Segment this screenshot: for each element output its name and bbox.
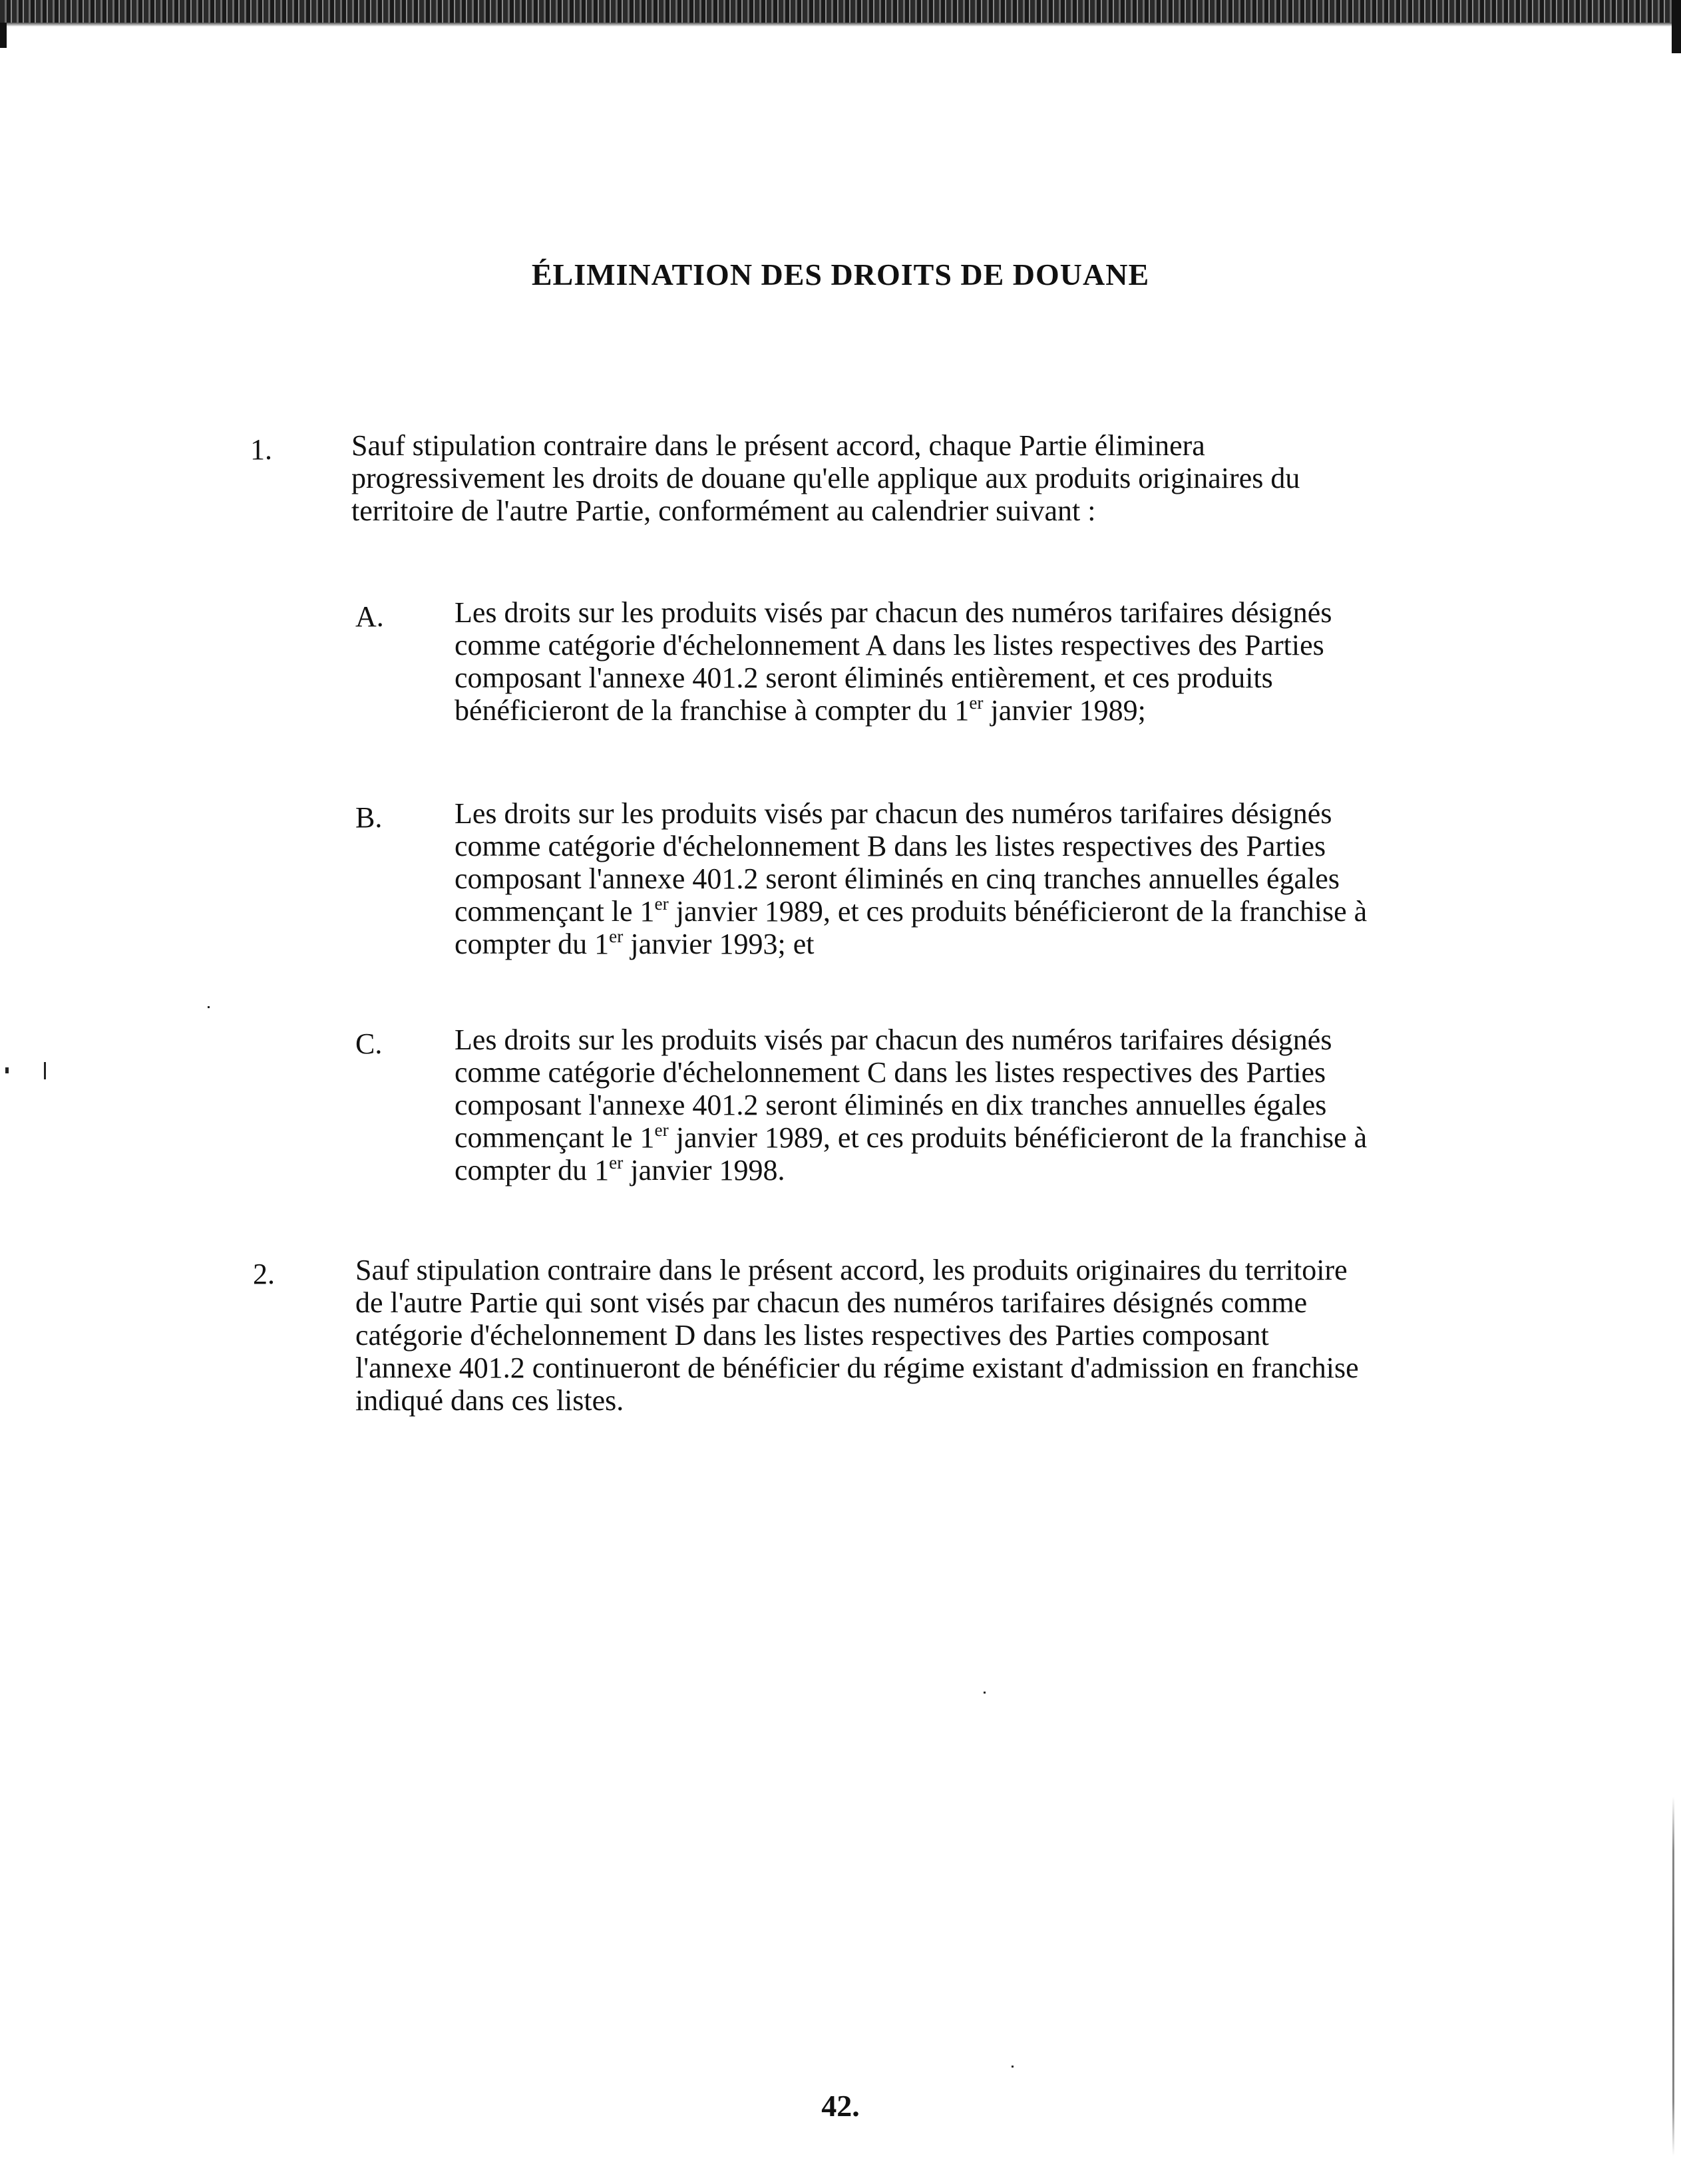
subitem-text-part: Les droits sur les produits visés par chacun des numéros tarifaires désignés comme catégorie d'échelonnement B dans les listes respectives des Parties composant l'annexe 401.2 seront éliminés en cinq tranches annuelles égales commençant le 1 xyxy=(455,797,1340,928)
subitem-text-part: janvier 1989, et ces produits bénéficieront de la franchise à compter du 1 xyxy=(455,895,1368,960)
scan-speck xyxy=(984,1692,986,1694)
superscript: er xyxy=(969,693,984,713)
superscript: er xyxy=(654,1120,669,1141)
subitem-text-part: janvier 1993; et xyxy=(623,928,815,960)
scan-top-border xyxy=(0,0,1681,23)
subitem-text-part: Les droits sur les produits visés par chacun des numéros tarifaires désignés comme catégorie d'échelonnement C dans les listes respectives des Parties composant l'annexe 401.2 seront éliminés en dix tranches annuelles égales commençant le 1 xyxy=(455,1023,1332,1154)
scan-speck xyxy=(5,1067,9,1073)
subitem-text xyxy=(455,797,1386,960)
subitem-letter: B. xyxy=(355,801,383,834)
subitem-letter: A. xyxy=(355,600,384,633)
page-number: 42. xyxy=(821,2089,860,2123)
document-title: ÉLIMINATION DES DROITS DE DOUANE xyxy=(531,258,1150,291)
item-number: 2. xyxy=(253,1258,275,1290)
item-number: 1. xyxy=(250,433,272,466)
subitem-text xyxy=(455,1023,1386,1186)
item-text: Sauf stipulation contraire dans le présent accord, les produits originaires du territoire de l'autre Partie qui sont visés par chacun des numéros tarifaires désignés comme catégorie d'échelonnement D dans les listes respectives des Parties composant l'annexe 401.2 continueront de bénéficier du régime existant d'admission en franchise indiqué dans ces listes. xyxy=(355,1254,1359,1417)
scan-speck xyxy=(208,1006,210,1008)
subitem-text-part: Les droits sur les produits visés par chacun des numéros tarifaires désignés comme catégorie d'échelonnement A dans les listes respectives des Parties composant l'annexe 401.2 seront éliminés entièrement, et ces produits bénéficieront de la franchise à compter du 1 xyxy=(455,596,1332,727)
item-text: Sauf stipulation contraire dans le présent accord, chaque Partie éliminera progressivement les droits de douane qu'elle applique aux produits originaires du territoire de l'autre Partie, conformément au calendrier suivant : xyxy=(351,429,1300,527)
scan-left-mark xyxy=(0,23,7,48)
subitem-text xyxy=(455,596,1386,727)
superscript: er xyxy=(609,926,624,947)
scan-speck xyxy=(44,1062,46,1079)
subitem-text-part: janvier 1998. xyxy=(623,1154,785,1186)
scan-right-mark xyxy=(1672,0,1681,53)
superscript: er xyxy=(609,1153,624,1173)
scan-top-shadow xyxy=(0,23,1681,27)
superscript: er xyxy=(654,894,669,914)
subitem-text-part: janvier 1989; xyxy=(983,694,1146,727)
subitem-letter: C. xyxy=(355,1027,383,1060)
scan-speck xyxy=(1012,2066,1014,2068)
subitem-text-part: janvier 1989, et ces produits bénéficieront de la franchise à compter du 1 xyxy=(455,1121,1368,1186)
